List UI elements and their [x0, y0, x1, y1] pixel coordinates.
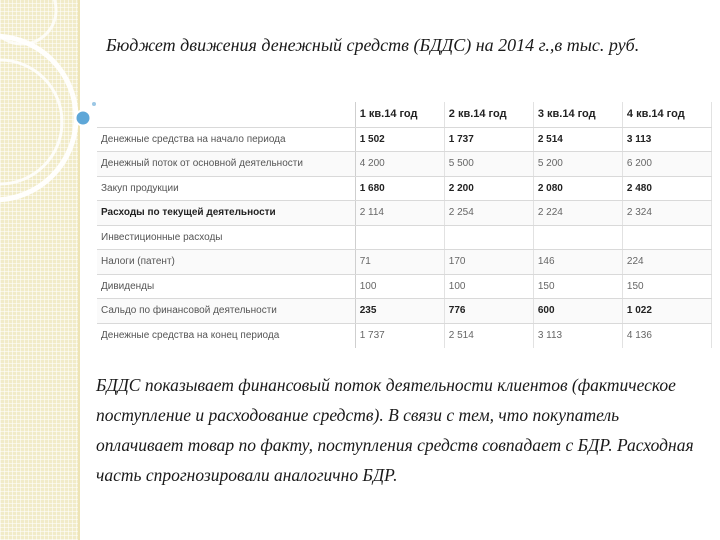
- slide-title: Бюджет движения денежный средств (БДДС) на 2014 г.,в тыс. руб.: [106, 35, 640, 55]
- cell-value: 5 200: [533, 152, 622, 177]
- cell-value: 100: [444, 274, 533, 299]
- cell-value: 6 200: [622, 152, 711, 177]
- table-header-corner: [97, 102, 355, 127]
- cell-value: 100: [355, 274, 444, 299]
- cell-value: 1 680: [355, 176, 444, 201]
- cell-value: 4 200: [355, 152, 444, 177]
- cell-value: [533, 225, 622, 250]
- row-label: Денежные средства на конец периода: [97, 323, 355, 348]
- cell-value: 2 254: [444, 201, 533, 226]
- cell-value: 2 324: [622, 201, 711, 226]
- table-row: [97, 250, 712, 275]
- row-label: Инвестиционные расходы: [97, 225, 355, 250]
- cell-value: 3 113: [622, 127, 711, 152]
- table-row: [97, 299, 712, 324]
- cell-value: 1 502: [355, 127, 444, 152]
- cell-value: 5 500: [444, 152, 533, 177]
- cell-value: 170: [444, 250, 533, 275]
- cell-value: 776: [444, 299, 533, 324]
- row-label: Закуп продукции: [97, 176, 355, 201]
- cell-value: 150: [533, 274, 622, 299]
- row-label: Налоги (патент): [97, 250, 355, 275]
- cell-value: 2 114: [355, 201, 444, 226]
- table-header-q3: 3 кв.14 год: [533, 102, 622, 127]
- table-row: [97, 323, 712, 348]
- cell-value: 1 022: [622, 299, 711, 324]
- bullet-dot-icon: [76, 111, 91, 126]
- row-label: Денежный поток от основной деятельности: [97, 152, 355, 177]
- cell-value: 146: [533, 250, 622, 275]
- table-header-q2: 2 кв.14 год: [444, 102, 533, 127]
- table-row: [97, 274, 712, 299]
- table-header-row: [97, 102, 712, 127]
- bdds-table: [97, 102, 712, 348]
- cell-value: 224: [622, 250, 711, 275]
- cell-value: 2 514: [533, 127, 622, 152]
- cell-value: 150: [622, 274, 711, 299]
- cell-value: 2 080: [533, 176, 622, 201]
- table-header-q1: 1 кв.14 год: [355, 102, 444, 127]
- table-header-q4: 4 кв.14 год: [622, 102, 711, 127]
- table-row: [97, 201, 712, 226]
- cell-value: 4 136: [622, 323, 711, 348]
- row-label: Расходы по текущей деятельности: [97, 201, 355, 226]
- cell-value: 600: [533, 299, 622, 324]
- row-label: Сальдо по финансовой деятельности: [97, 299, 355, 324]
- table-row: [97, 176, 712, 201]
- row-label: Денежные средства на начало периода: [97, 127, 355, 152]
- cell-value: 2 480: [622, 176, 711, 201]
- cell-value: 1 737: [355, 323, 444, 348]
- table-row: [97, 225, 712, 250]
- decorative-circles: [0, 0, 100, 540]
- cell-value: 235: [355, 299, 444, 324]
- cell-value: 3 113: [533, 323, 622, 348]
- table-row: [97, 127, 712, 152]
- cell-value: 2 224: [533, 201, 622, 226]
- cell-value: 1 737: [444, 127, 533, 152]
- cell-value: 2 514: [444, 323, 533, 348]
- cell-value: [444, 225, 533, 250]
- cell-value: 2 200: [444, 176, 533, 201]
- cell-value: [355, 225, 444, 250]
- cell-value: 71: [355, 250, 444, 275]
- row-label: Дивиденды: [97, 274, 355, 299]
- slide-description: БДДС показывает финансовый поток деятельности клиентов (фактическое поступление и расходование средств). В связи с тем, что покупатель оплачивает товар по факту, поступления средств совпадает с БДР. Расходная часть спрогнозировали аналогично БДР.: [96, 375, 694, 485]
- cell-value: [622, 225, 711, 250]
- table-row: [97, 152, 712, 177]
